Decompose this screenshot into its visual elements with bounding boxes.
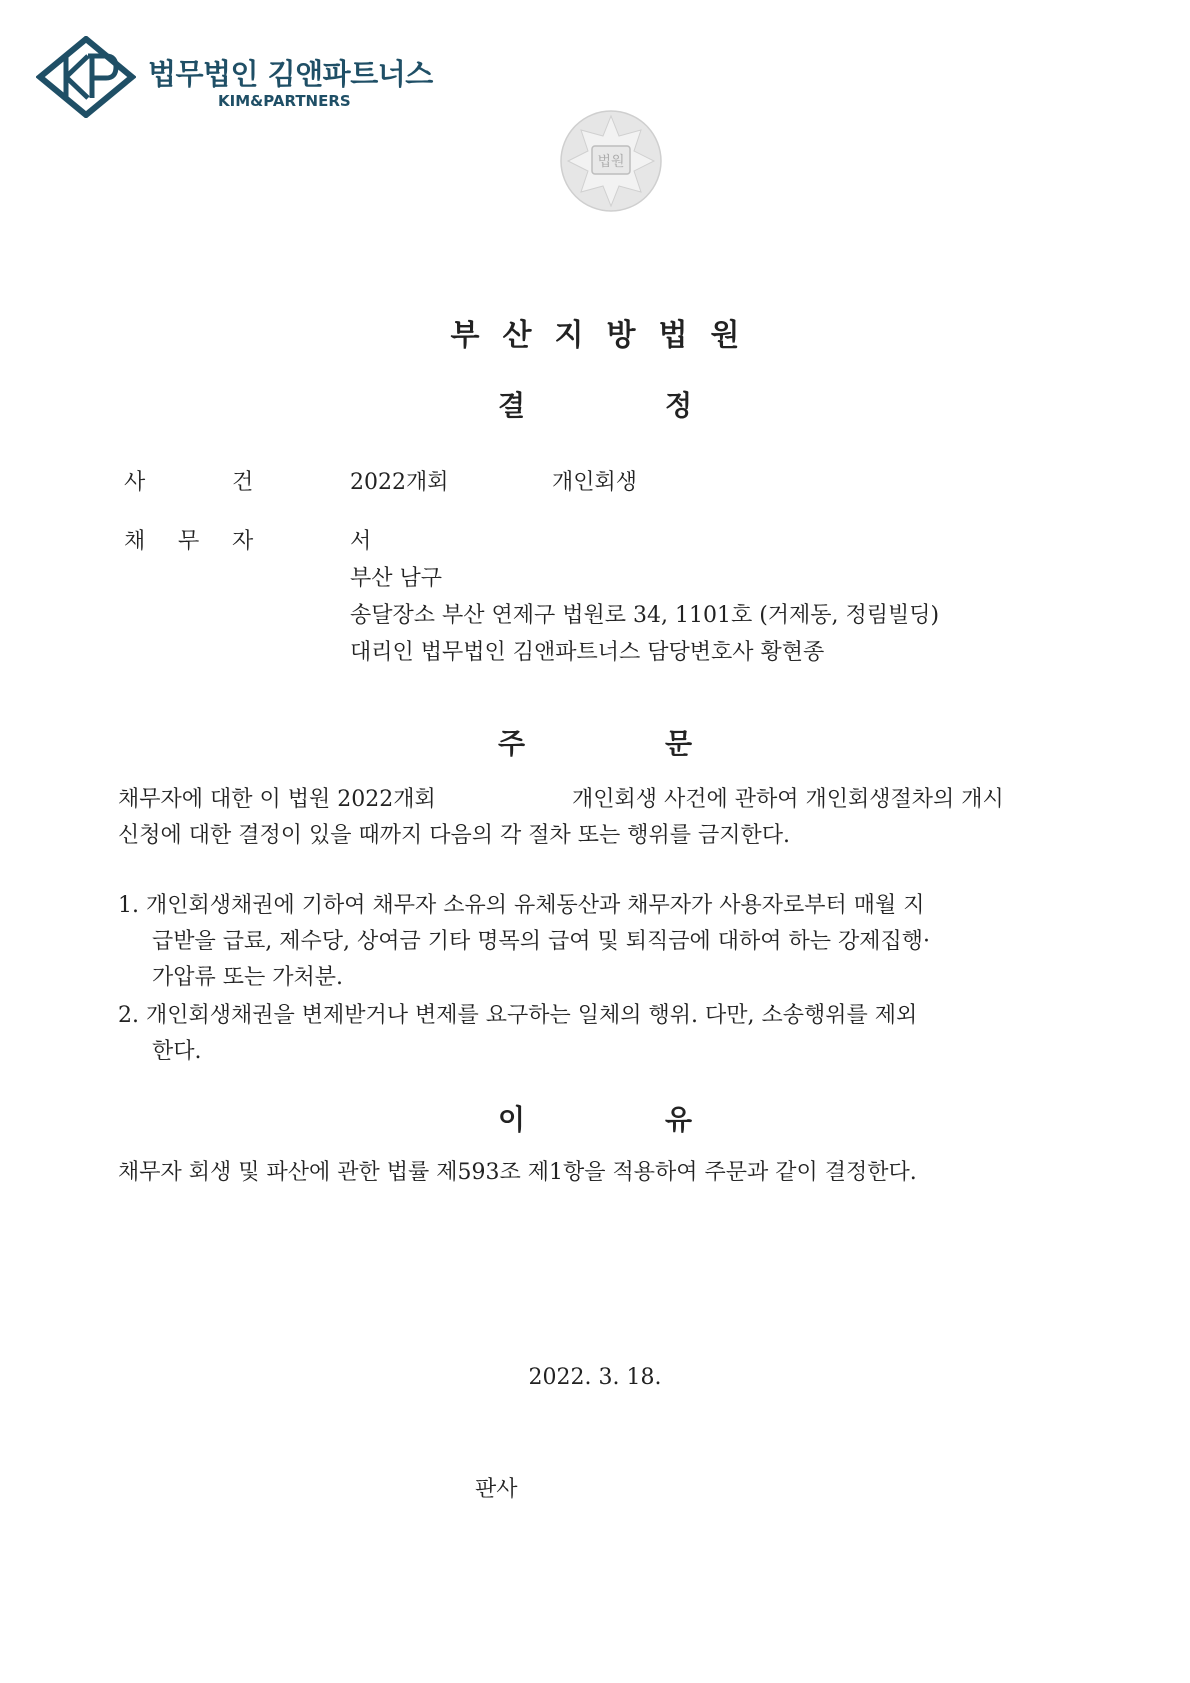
order-intro-line1b: 개인회생 사건에 관하여 개인회생절차의 개시 (572, 787, 1004, 812)
case-type: 개인회생 (552, 470, 638, 495)
firm-logo (36, 36, 456, 126)
debtor-name: 서 (350, 529, 372, 554)
order-item1-line2: 급받을 급료, 제수당, 상여금 기타 명목의 급여 및 퇴직금에 대하여 하는 강제집행· (152, 929, 930, 954)
debtor-label-1: 채 (124, 529, 146, 554)
case-label-2: 건 (232, 470, 254, 495)
firm-name-korean: 법무법인 김앤파트너스 (148, 57, 433, 91)
court-name: 부산지방법원 (450, 318, 763, 353)
order-intro-line1a: 채무자에 대한 이 법원 2022개회 (118, 787, 436, 812)
order-heading-right: 문 (665, 727, 693, 760)
debtor-delivery-address: 송달장소 부산 연제구 법원로 34, 1101호 (거제동, 정림빌딩) (350, 603, 940, 628)
order-heading (0, 722, 1190, 762)
firm-name-english: KIM&PARTNERS (218, 92, 351, 110)
reason-heading (0, 1098, 1190, 1138)
order-heading-left: 주 (497, 727, 525, 760)
debtor-agent: 대리인 법무법인 김앤파트너스 담당변호사 황현종 (350, 640, 825, 665)
case-number: 2022개회 (350, 470, 449, 495)
order-item2-line2: 한다. (152, 1039, 202, 1064)
reason-heading-left: 이 (497, 1103, 525, 1136)
kim-partners-logo-icon (36, 36, 136, 118)
decision-date: 2022. 3. 18. (528, 1365, 662, 1390)
court-seal-icon (556, 106, 666, 216)
order-item1-line3: 가압류 또는 가처분. (152, 965, 343, 990)
document-type-heading (0, 384, 1190, 424)
order-intro-line2: 신청에 대한 결정이 있을 때까지 다음의 각 절차 또는 행위를 금지한다. (118, 823, 790, 848)
debtor-label-3: 자 (232, 529, 254, 554)
debtor-label-2: 무 (178, 529, 200, 554)
reason-text: 채무자 회생 및 파산에 관한 법률 제593조 제1항을 적용하여 주문과 같이 결정한다. (118, 1160, 917, 1185)
case-label-1: 사 (124, 470, 146, 495)
debtor-address: 부산 남구 (350, 566, 443, 591)
reason-heading-right: 유 (665, 1103, 693, 1136)
document-type-left: 결 (497, 389, 525, 422)
judge-label: 판사 (475, 1477, 518, 1502)
order-item1-line1: 1. 개인회생채권에 기하여 채무자 소유의 유체동산과 채무자가 사용자로부터 매월 지 (118, 893, 925, 918)
seal-text: 법원 (597, 154, 625, 170)
document-type-right: 정 (665, 389, 693, 422)
order-item2-line1: 2. 개인회생채권을 변제받거나 변제를 요구하는 일체의 행위. 다만, 소송행위를 제외 (118, 1003, 918, 1028)
